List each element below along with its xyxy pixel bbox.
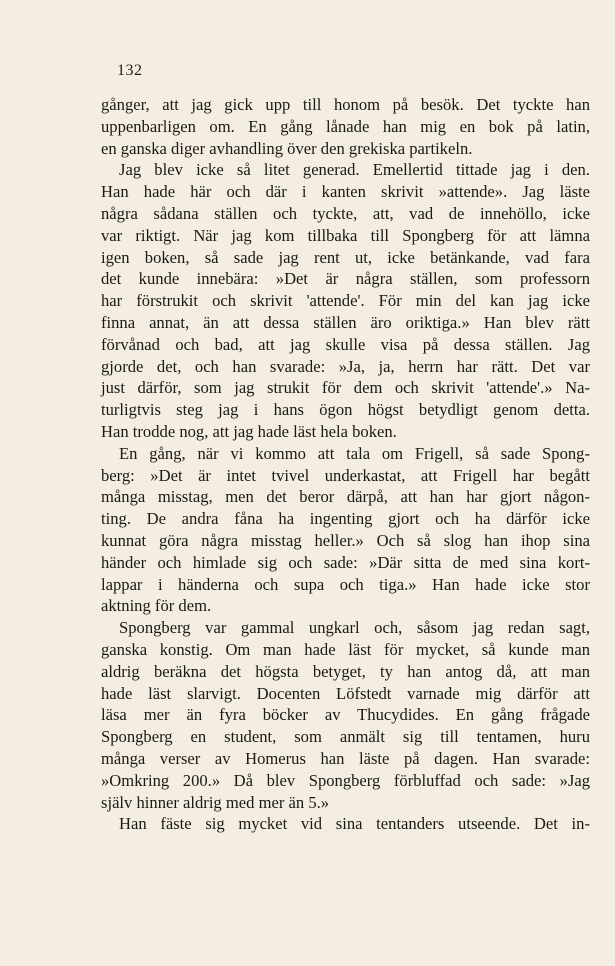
text-line: kunnat göra några misstag heller.» Och så slog han ihop sina <box>101 530 590 550</box>
text-line: läsa mer än fyra böcker av Thucydides. En gång frågade <box>101 705 590 725</box>
text-line: uppenbarligen om. En gång lånade han mig en bok på latin, <box>101 116 590 136</box>
text-line: händer och himlade sig och sade: »Där sitta de med sina kort- <box>101 552 590 572</box>
text-line: själv hinner aldrig med mer än 5.» <box>101 792 330 812</box>
text-line: förvånad och bad, att jag skulle visa på dessa ställen. Jag <box>101 334 590 354</box>
text-line: ting. De andra fåna ha ingenting gjort och ha därför icke <box>101 509 590 529</box>
text-line: har förstrukit och skrivit 'attende'. För min del kan jag icke <box>101 291 590 311</box>
text-line: Han hade här och där i kanten skrivit »attende». Jag läste <box>101 182 590 202</box>
text-line: några sådana ställen och tyckte, att, vad de innehöllo, icke <box>101 203 590 223</box>
text-line: gjorde det, och han svarade: »Ja, ja, herrn har rätt. Det var <box>101 356 590 376</box>
text-line: igen boken, så sade jag rent ut, icke betänkande, vad fara <box>101 247 590 267</box>
text-line: lappar i händerna och supa och tiga.» Han hade icke stor <box>101 574 590 594</box>
text-line: Jag blev icke så litet generad. Emellertid tittade jag i den. <box>119 160 590 180</box>
text-line: aldrig beräkna det högsta betyget, ty han antog då, att man <box>101 661 590 681</box>
text-line: En gång, när vi kommo att tala om Frigell, så sade Spong- <box>119 443 590 463</box>
text-line: just därför, som jag strukit för dem och skrivit 'attende'.» Na- <box>101 378 590 398</box>
text-line: gånger, att jag gick upp till honom på besök. Det tyckte han <box>101 95 590 114</box>
text-line: Han trodde nog, att jag hade läst hela boken. <box>101 421 397 441</box>
text-line: en ganska diger avhandling över den grekiska partikeln. <box>101 138 473 158</box>
text-line: finna annat, än att dessa ställen äro oriktiga.» Han blev rätt <box>101 312 590 332</box>
text-line: Spongberg var gammal ungkarl och, såsom jag redan sagt, <box>119 618 590 638</box>
text-line: turligtvis steg jag i hans ögon högst betydligt genom detta. <box>101 400 590 420</box>
text-line: aktning för dem. <box>101 596 212 616</box>
text-line: det kunde innebära: »Det är några ställen, som professorn <box>101 269 590 289</box>
text-line: hade läst slarvigt. Docenten Löfstedt varnade mig därför att <box>101 683 590 703</box>
page-number: 132 <box>117 62 143 79</box>
text-line: berg: »Det är intet tvivel underkastat, att Frigell har begått <box>101 465 590 485</box>
text-line: Han fäste sig mycket vid sina tentanders utseende. Det in- <box>119 814 590 834</box>
body-text <box>101 94 590 835</box>
text-line: många misstag, men det beror därpå, att han har gjort någon- <box>101 487 590 507</box>
text-line: var riktigt. När jag kom tillbaka till Spongberg för att lämna <box>101 225 590 245</box>
text-line: ganska konstig. Om man hade läst för mycket, så kunde man <box>101 639 590 659</box>
text-line: Spongberg en student, som anmält sig till tentamen, huru <box>101 727 590 747</box>
text-line: »Omkring 200.» Då blev Spongberg förbluffad och sade: »Jag <box>101 770 590 790</box>
text-line: många verser av Homerus han läste på dagen. Han svarade: <box>101 748 590 768</box>
